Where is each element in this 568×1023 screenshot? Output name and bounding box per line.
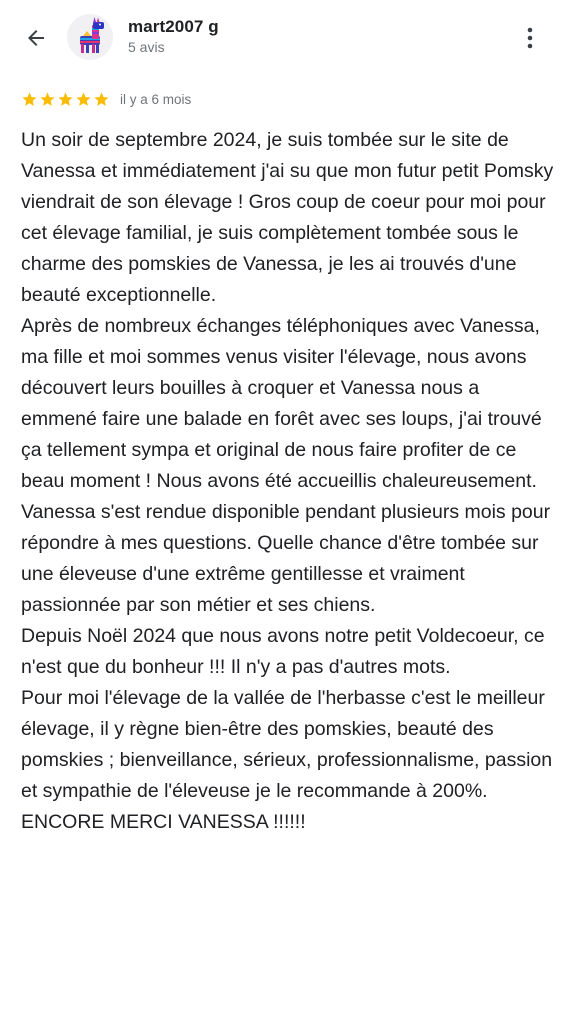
- llama-pinata-icon: [67, 14, 113, 60]
- review-text: [21, 125, 556, 838]
- reviewer-name[interactable]: mart2007 g: [128, 17, 219, 36]
- star-icon: [93, 91, 110, 108]
- star-icon: [75, 91, 92, 108]
- review-date: il y a 6 mois: [120, 91, 192, 107]
- review-paragraph: ENCORE MERCI VANESSA !!!!!!: [21, 811, 306, 833]
- review-paragraph: Depuis Noël 2024 que nous avons notre petit Voldecoeur, ce n'est que du bonheur !!! Il n'y a pas d'autres mots.: [21, 625, 545, 678]
- more-options-button[interactable]: [518, 22, 542, 54]
- star-icon: [39, 91, 56, 108]
- rating-row: [21, 88, 191, 110]
- review-paragraph: Un soir de septembre 2024, je suis tombée sur le site de Vanessa et immédiatement j'ai su que mon futur petit Pomsky viendrait de son élevage ! Gros coup de coeur pour moi pour cet élevage familial, je suis complètement tombée sous le charme des pomskies de Vanessa, je les ai trouvés d'une beauté exceptionnelle.: [21, 129, 554, 306]
- review-paragraph: Après de nombreux échanges téléphoniques avec Vanessa, ma fille et moi sommes venus visiter l'élevage, nous avons découvert leurs bouilles à croquer et Vanessa nous a emmené faire une balade en forêt avec ses loups, j'ai trouvé ça tellement sympa et original de nous faire profiter de ce beau moment ! Nous avons été accueillis chaleureusement.: [21, 315, 542, 492]
- star-icon: [57, 91, 74, 108]
- review-paragraph: Vanessa s'est rendue disponible pendant plusieurs mois pour répondre à mes questions. Quelle chance d'être tombée sur une éleveuse d'une extrême gentillesse et vraiment passionnée par son métier et ses chiens.: [21, 501, 551, 616]
- review-paragraph: Pour moi l'élevage de la vallée de l'herbasse c'est le meilleur élevage, il y règne bien-être des pomskies, beauté des pomskies ; bienveillance, sérieux, professionnalisme, passion et sympathie de l'éleveuse je le recommande à 200%.: [21, 687, 553, 802]
- star-icon: [21, 91, 38, 108]
- more-vertical-icon: [527, 27, 533, 49]
- star-rating: [21, 91, 110, 108]
- review-header: [0, 0, 568, 80]
- arrow-left-icon: [24, 26, 48, 50]
- reviewer-review-count: 5 avis: [128, 39, 165, 55]
- avatar[interactable]: [67, 14, 113, 60]
- back-button[interactable]: [20, 22, 52, 54]
